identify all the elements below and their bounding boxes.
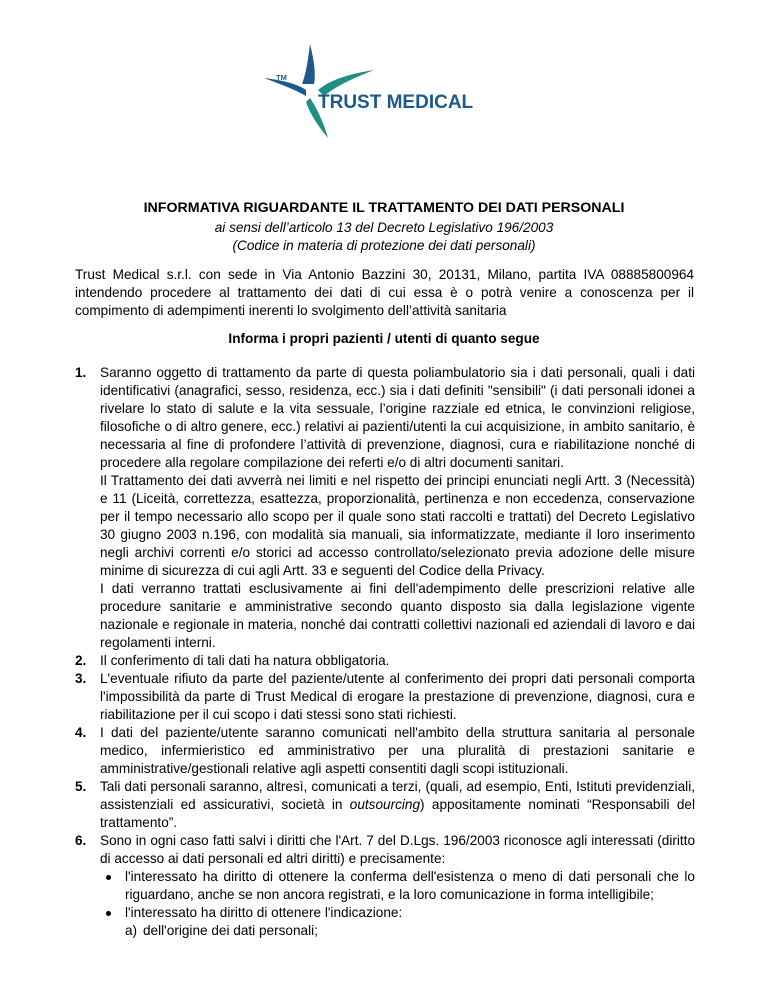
sub-item <box>100 922 695 940</box>
section-heading: Informa i propri pazienti / utenti di quanto segue <box>228 331 540 346</box>
bullet-dot-icon <box>106 911 111 916</box>
item-paragraph: Sono in ogni caso fatti salvi i diritti che l'Art. 7 del D.Lgs. 196/2003 riconosce agli interessati (diritto di accesso ai dati personali ed altri diritti) e precisamente: <box>100 833 695 866</box>
item-paragraph: Il conferimento di tali dati ha natura obbligatoria. <box>100 653 390 668</box>
intro-paragraph: Trust Medical s.r.l. con sede in Via Antonio Bazzini 30, 20131, Milano, partita IVA 08885800964 intendendo procedere al trattamento dei dati di cui essa è o potrà venire a conoscenza per il compimento di adempimenti inerenti lo svolgimento dell’attività sanitaria <box>75 267 694 318</box>
trust-medical-logo <box>258 40 528 140</box>
list-item <box>75 670 695 724</box>
item-number: 2. <box>75 653 87 668</box>
item-text: Tali dati personali saranno, altresì, comunicati a terzi, (quali, ad esempio, Enti, Istituti previdenziali, assistenziali ed assicurativi, società in <box>100 779 695 812</box>
sub-item-letter: a) <box>125 923 138 938</box>
document-subtitle-law: ai sensi dell’articolo 13 del Decreto Legislativo 196/2003 <box>214 220 554 235</box>
document-title: INFORMATIVA RIGUARDANTE IL TRATTAMENTO DEI DATI PERSONALI <box>143 200 625 216</box>
list-item <box>75 652 695 670</box>
item-number: 4. <box>75 725 87 740</box>
item-number: 1. <box>75 365 87 380</box>
item-paragraph: I dati del paziente/utente saranno comunicati nell'ambito della struttura sanitaria al personale medico, infermieristico ed amministrativo per una pluralità di prestazioni sanitarie e amministrative/gestionali relative agli aspetti consentiti dagli scopi istituzionali. <box>100 725 695 776</box>
numbered-list <box>75 364 695 940</box>
list-item <box>75 778 695 832</box>
item-paragraph <box>100 778 695 832</box>
bullet-text: l'interessato ha diritto di ottenere la conferma dell'esistenza o meno di dati personali che lo riguardano, anche se non ancora registrati, e la loro comunicazione in forma intelligibile; <box>125 869 695 902</box>
bullet-dot-icon <box>106 875 111 880</box>
item-number: 6. <box>75 833 87 848</box>
item-paragraph: L'eventuale rifiuto da parte del paziente/utente al conferimento dei propri dati personali comporta l'impossibilità da parte di Trust Medical di erogare la prestazione di prevenzione, diagnosi, cura e riabilitazione per il cui scopo i dati stessi sono stati richiesti. <box>100 671 695 722</box>
sub-item-text: dell'origine dei dati personali; <box>143 923 318 938</box>
bullet-list <box>100 868 695 922</box>
item-paragraph: Saranno oggetto di trattamento da parte di questa poliambulatorio sia i dati personali, quali i dati identificativi (anagrafici, sesso, residenza, ecc.) sia i dati definiti "sensibili" (i dati personali idonei a rivelare lo stato di salute e la vita sessuale, l’origine razziale ed etnica, le convinzioni religiose, filosofiche o di altro genere, ecc.) relativi ai pazienti/utenti la cui acquisizione, in ambito sanitario, è necessaria al fine di profondere l’attività di prevenzione, diagnosi, cura e riabilitazione nonché di procedere alla regolare compilazione dei referti e/o di altri documenti sanitari. <box>100 365 695 470</box>
list-item <box>75 724 695 778</box>
item-number: 5. <box>75 779 87 794</box>
logo-wordmark: TRUST MEDICAL <box>318 92 474 113</box>
list-item <box>75 832 695 940</box>
list-item <box>75 364 695 652</box>
bullet-item <box>100 904 695 922</box>
tm-mark: TM <box>276 73 287 82</box>
item-paragraph: I dati verranno trattati esclusivamente ai fini dell'adempimento delle prescrizioni relative alle procedure sanitarie e amministrative secondo quanto disposto sia dalla legislazione vigente nazionale e regionale in materia, nonché dai contratti collettivi nazionali ed aziendali di lavoro e dai regolamenti interni. <box>100 581 695 650</box>
document-subtitle-code: (Codice in materia di protezione dei dati personali) <box>232 238 536 253</box>
item-text: ) appositamente nominati “Responsabili del trattamento”. <box>100 797 695 830</box>
item-text-emphasis: outsourcing <box>349 797 421 812</box>
bullet-item <box>100 868 695 904</box>
trust-medical-logo-graphic <box>258 40 528 140</box>
item-number: 3. <box>75 671 87 686</box>
bullet-text: l'interessato ha diritto di ottenere l'indicazione: <box>125 905 403 920</box>
item-paragraph: Il Trattamento dei dati avverrà nei limiti e nel rispetto dei principi enunciati negli Artt. 3 (Necessità) e 11 (Liceità, correttezza, esattezza, proporzionalità, pertinenza e non eccedenza, conservazione per il tempo necessario allo scopo per il quale sono stati raccolti e trattati) del Decreto Legislativo 30 giugno 2003 n.196, con modalità sia manuali, sia informatizzate, mediante il loro inserimento negli archivi correnti e/o storici ad accesso controllato/selezionato previa adozione delle misure minime di sicurezza di cui agli Artt. 33 e seguenti del Codice della Privacy. <box>100 473 695 578</box>
